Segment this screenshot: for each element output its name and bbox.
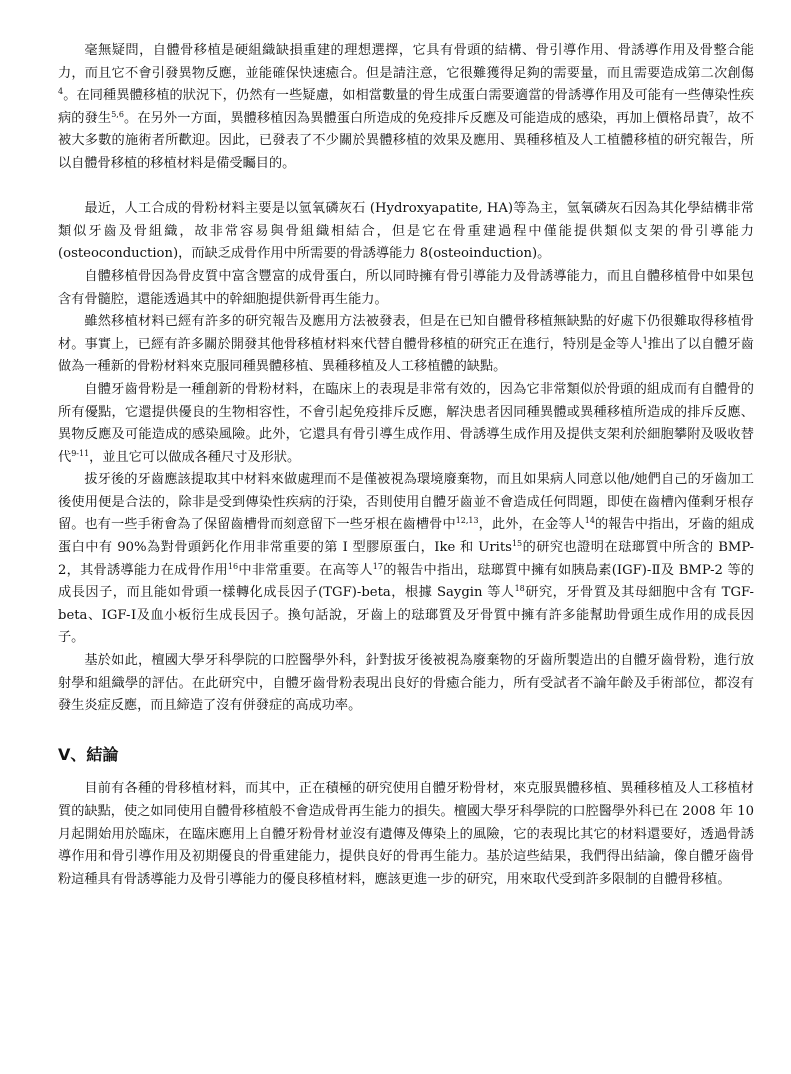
text-run: 拔牙後的牙齒應該提取其中材料來做處理而不是僅被視為環境廢棄物，而且如果病人同意以他/她們自己的牙齒加工後使用便是合法的，除非是受到傳染性疾病的汙染，否則使用自體牙齒並不會造成任何問題，即使在齒槽內僅剩牙根存留。也有一些手術會為了保留齒槽骨而刻意留下一些牙根在齒槽骨中 <box>58 472 754 533</box>
citation-marker: 5,6 <box>111 109 124 119</box>
text-run: 最近，人工合成的骨粉材料主要是以氫氧磷灰石 (Hydroxyapatite, HA)等為主，氫氧磷灰石因為其化學結構非常類似牙齒及骨組織，故非常容易與骨組織相結合，但是它在骨重建過程中僅能提供類似支架的骨引導能力(osteoconduction)，而缺乏成骨作用中所需要的骨誘導能力 8(osteoinduction)。 <box>58 201 754 262</box>
citation-marker: 14 <box>584 516 595 526</box>
text-run: 中非常重要。在高等人 <box>238 562 373 578</box>
citation-marker: 1 <box>642 335 648 345</box>
text-run: 的研究也證明在琺瑯質中所含的 BMP-2，其骨誘導能力在成骨作用 <box>58 540 754 578</box>
text-run: 毫無疑問，自體骨移植是硬組織缺損重建的理想選擇，它具有骨頭的結構、骨引導作用、骨誘導作用及骨整合能力，而且它不會引發異物反應，並能確保快速癒合。但是請注意，它很難獲得足夠的需要量，而且需要造成第二次創傷 <box>58 43 754 81</box>
text-run: 目前有各種的骨移植材料，而其中，正在積極的研究使用自體牙粉骨材，來克服異體移植、異種移植及人工移植材質的缺點，使之如同使用自體骨移植般不會造成骨再生能力的損失。檀國大學牙科學院的口腔醫學外科已在 2008 年 10 月起開始用於臨床，在臨床應用上自體牙粉骨材並沒有遺傳及傳染上的風險，它的表現比其它的材料還要好，透過骨誘導作用和骨引導作用及初期優良的骨重建能力，提供良好的骨再生能力。基於這些結果，我們得出結論，像自體牙齒骨粉這種具有骨誘導能力及骨引導能力的優良移植材料，應該更進一步的研究，用來取代受到許多限制的自體骨移植。 <box>58 781 754 887</box>
text-run: 自體移植骨因為骨皮質中富含豐富的成骨蛋白，所以同時擁有骨引導能力及骨誘導能力，而且自體移植骨中如果包含有骨髓腔，還能透過其中的幹細胞提供新骨再生能力。 <box>58 268 754 307</box>
citation-marker: 9-11 <box>71 448 90 458</box>
text-run: ，並且它可以做成各種尺寸及形狀。 <box>89 449 301 465</box>
text-run: 的報告中指出，牙齒的組成蛋白中有 90%為對骨頭鈣化作用非常重要的第 I 型膠原蛋白，Ike 和 Urits <box>58 517 755 556</box>
paragraph-tooth-graft-development <box>58 311 754 379</box>
text-run: ，此外，在金等人 <box>478 517 585 533</box>
text-run: 雖然移植材料已經有許多的研究報告及應用方法被發表，但是在已知自體骨移植無缺點的好處下仍很難取得移植骨材。事實上，已經有許多關於開發其他骨移植材料來代替自體骨移植的研究正在進行，特別是金等人 <box>58 314 754 352</box>
text-run: 。在另外一方面，異體移植因為異體蛋白所造成的免疫排斥反應及可能造成的感染，再加上價格昂貴 <box>123 110 710 126</box>
citation-marker: 4 <box>58 87 64 97</box>
text-run: 基於如此，檀國大學牙科學院的口腔醫學外科，針對拔牙後被視為廢棄物的牙齒所製造出的自體牙齒骨粉，進行放射學和組織學的評估。在此研究中，自體牙齒骨粉表現出良好的骨癒合能力，所有受試者不論年齡及手術部位，都沒有發生炎症反應，而且締造了沒有併發症的高成功率。 <box>58 653 754 714</box>
text-run: ，故不被大多數的施術者所歡迎。因此，已發表了不少關於異體移植的效果及應用、異種移植及人工植體移植的研究報告，所以自體骨移植的移植材料是備受矚目的。 <box>58 110 755 171</box>
citation-marker: 16 <box>227 561 239 571</box>
text-run: 。在同種異體移植的狀況下，仍然有一些疑慮，如相當數量的骨生成蛋白需要適當的骨誘導作用及可能有一些傳染性疾病的發生 <box>58 88 754 126</box>
paragraph-autograft-properties <box>58 266 754 311</box>
paragraph-extracted-tooth-use <box>58 469 754 650</box>
text-run: 研究，牙骨質及其母細胞中含有 TGF-beta、IGF-Ⅰ及血小板衍生成長因子。換句話說，牙齒上的琺瑯質及牙骨質中擁有許多能幫助骨頭生成作用的成長因子。 <box>58 585 754 646</box>
section-heading-conclusion: V、結論 <box>58 744 119 764</box>
paragraph-autograft-intro <box>58 40 754 176</box>
document-page <box>58 40 754 891</box>
paragraph-synthetic-materials <box>58 198 754 266</box>
text-run: 的報告中指出，琺瑯質中擁有如胰島素(IGF)-Ⅱ及 BMP-2 等的成長因子，而且能如骨頭一樣轉化成長因子(TGF)-beta，根據 Saygin 等人 <box>58 562 754 601</box>
paragraph-dankook-study <box>58 650 754 718</box>
citation-marker: 18 <box>514 584 525 594</box>
paragraph-tooth-bone-powder <box>58 379 754 469</box>
paragraph-conclusion <box>58 778 754 891</box>
citation-marker: 15 <box>511 539 523 549</box>
text-run: 自體牙齒骨粉是一種創新的骨粉材料，在臨床上的表現是非常有效的，因為它非常類似於骨頭的組成而有自體骨的所有優點，它還提供優良的生物相容性，不會引起免疫排斥反應，解決患者因同種異體或異種移植所造成的排斥反應、異物反應及可能造成的感染風險。此外，它還具有骨引導生成作用、骨誘導生成作用及提供支架利於細胞攀附及吸收替代 <box>58 381 754 465</box>
text-run: 推出了以自體牙齒做為一種新的骨粉材料來克服同種異體移植、異種移植及人工移植體的缺點。 <box>58 336 754 375</box>
citation-marker: 17 <box>372 561 383 571</box>
citation-marker: 7 <box>709 109 715 119</box>
citation-marker: 12,13 <box>455 516 479 526</box>
